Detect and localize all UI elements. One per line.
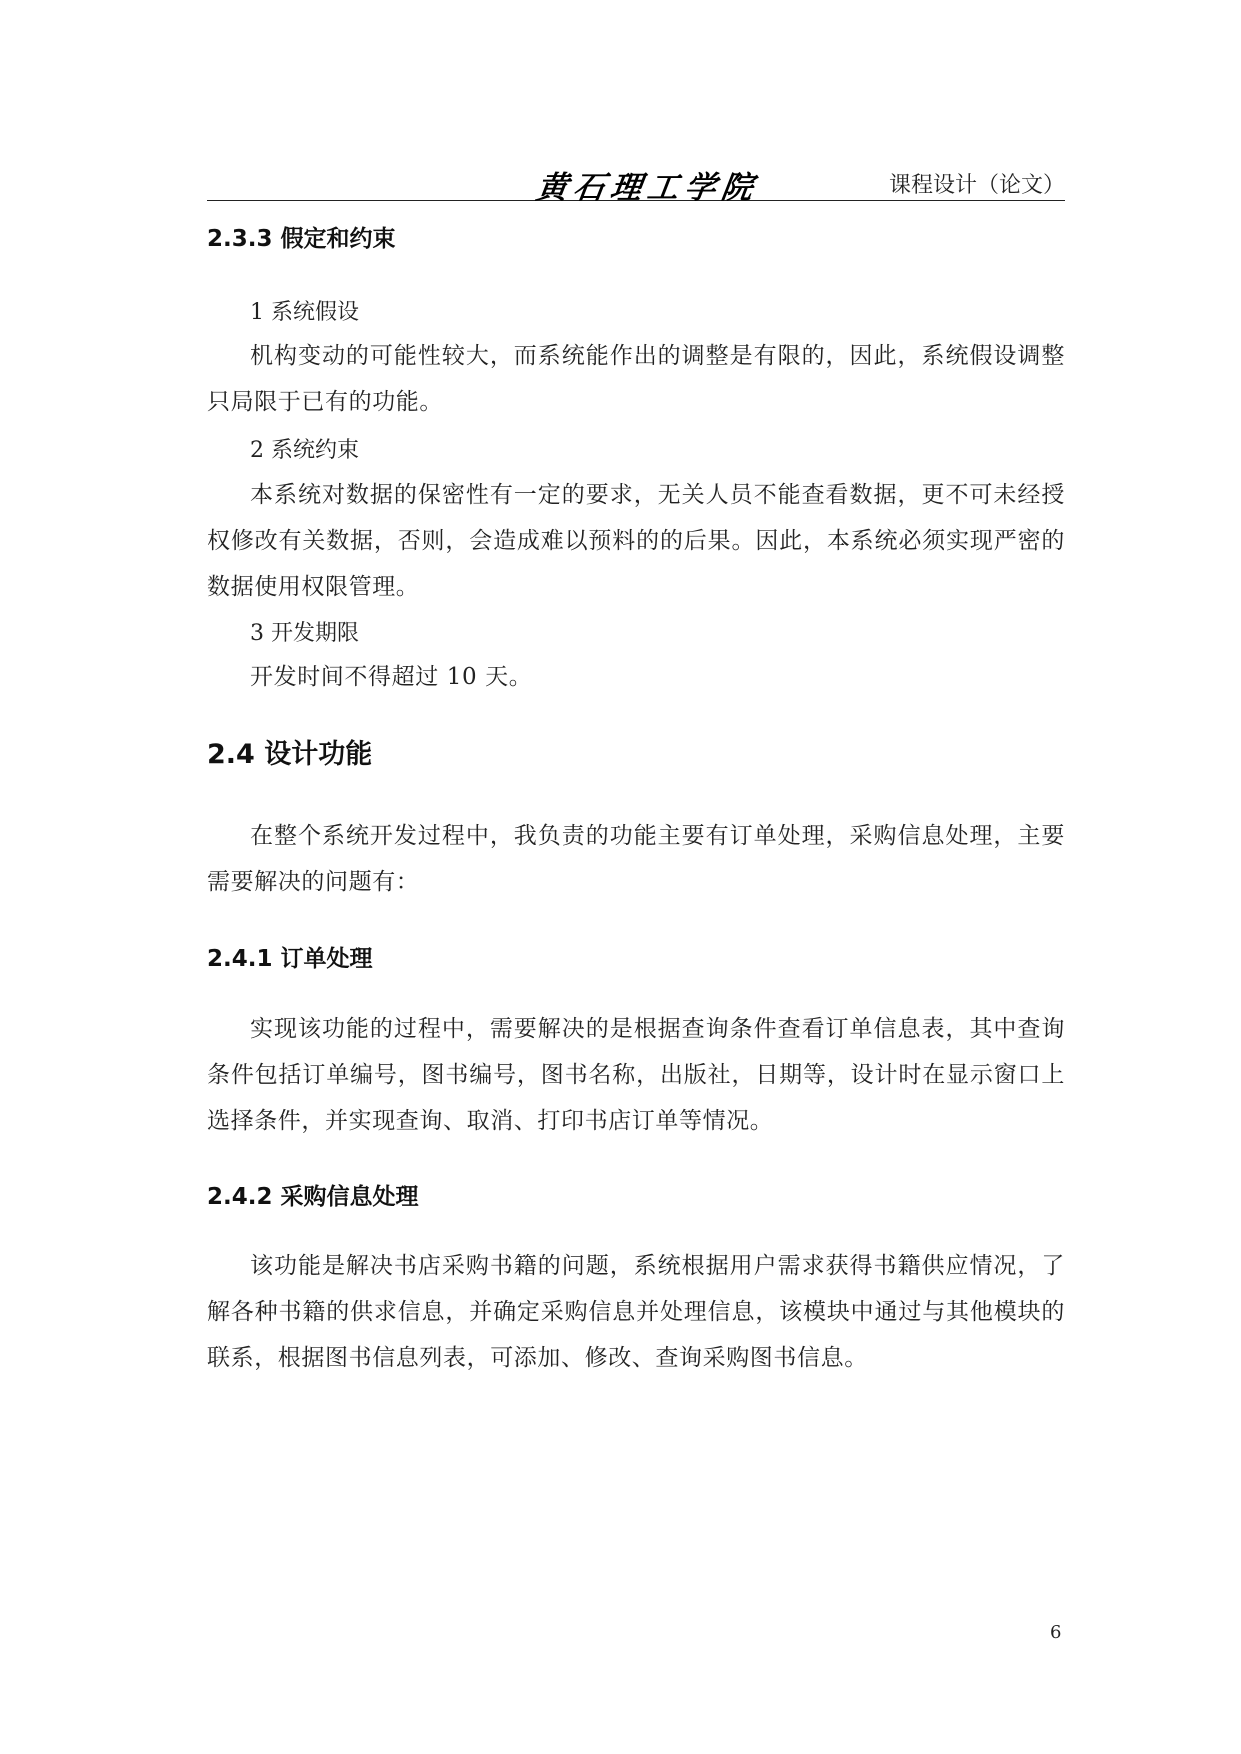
page-number: 6 <box>1050 1622 1062 1643</box>
item-2-text: 本系统对数据的保密性有一定的要求，无关人员不能查看数据，更不可未经授权修改有关数据，否则，会造成难以预料的的后果。因此，本系统必须实现严密的数据使用权限管理。 <box>207 482 1065 600</box>
section-2-4-1-heading: 2.4.1 订单处理 <box>207 946 373 972</box>
page-header <box>207 160 1065 206</box>
item-3-title: 3 开发期限 <box>250 621 359 646</box>
item-2-title: 2 系统约束 <box>250 438 359 463</box>
section-2-4-1-text: 实现该功能的过程中，需要解决的是根据查询条件查看订单信息表，其中查询条件包括订单编号，图书编号，图书名称，出版社，日期等，设计时在显示窗口上选择条件，并实现查询、取消、打印书店订单等情况。 <box>207 1016 1065 1134</box>
section-2-4-intro: 在整个系统开发过程中，我负责的功能主要有订单处理，采购信息处理，主要需要解决的问题有： <box>207 823 1065 895</box>
section-2-4-heading: 2.4 设计功能 <box>207 739 373 770</box>
section-2-4-2-heading: 2.4.2 采购信息处理 <box>207 1184 419 1210</box>
item-3-text: 开发时间不得超过 10 天。 <box>250 664 533 690</box>
document-type: 课程设计（论文） <box>888 173 1065 198</box>
section-2-4-2-text: 该功能是解决书店采购书籍的问题，系统根据用户需求获得书籍供应情况，了解各种书籍的供求信息，并确定采购信息并处理信息，该模块中通过与其他模块的联系，根据图书信息列表，可添加、修改、查询采购图书信息。 <box>207 1253 1065 1371</box>
section-2-3-3-heading: 2.3.3 假定和约束 <box>207 226 396 252</box>
item-1-title: 1 系统假设 <box>250 300 359 325</box>
item-1-text: 机构变动的可能性较大，而系统能作出的调整是有限的，因此，系统假设调整只局限于已有的功能。 <box>207 343 1065 415</box>
school-name-logo: 黄石理工学院 <box>533 170 762 206</box>
